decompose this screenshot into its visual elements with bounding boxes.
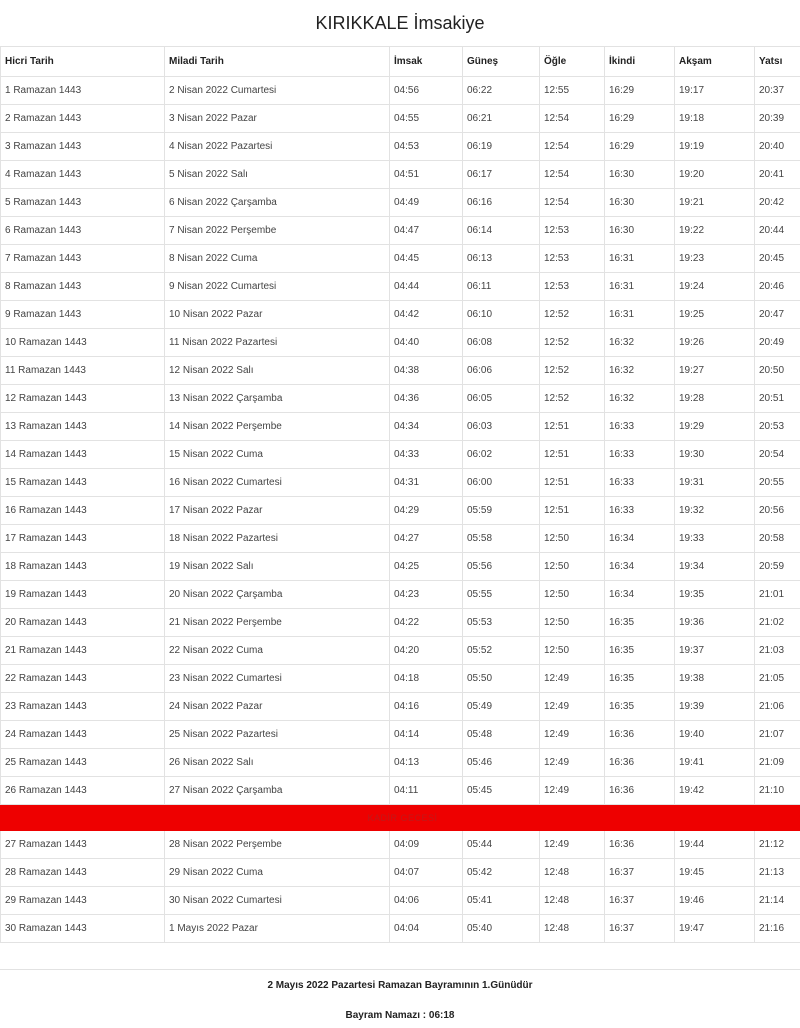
hicri-cell: 20 Ramazan 1443 — [1, 609, 165, 637]
imsak-cell: 04:42 — [390, 301, 463, 329]
imsak-cell: 04:33 — [390, 441, 463, 469]
aksam-cell: 19:35 — [675, 581, 755, 609]
table-row — [1, 693, 800, 721]
ikindi-cell: 16:37 — [605, 915, 675, 943]
table-row — [1, 665, 800, 693]
table-row — [1, 77, 800, 105]
aksam-cell: 19:34 — [675, 553, 755, 581]
miladi-cell: 20 Nisan 2022 Çarşamba — [165, 581, 390, 609]
ogle-cell: 12:49 — [540, 721, 605, 749]
miladi-cell: 18 Nisan 2022 Pazartesi — [165, 525, 390, 553]
hicri-cell: 4 Ramazan 1443 — [1, 161, 165, 189]
miladi-cell: 22 Nisan 2022 Cuma — [165, 637, 390, 665]
ikindi-cell: 16:31 — [605, 245, 675, 273]
yatsi-cell: 20:46 — [755, 273, 800, 301]
miladi-cell: 4 Nisan 2022 Pazartesi — [165, 133, 390, 161]
aksam-cell: 19:26 — [675, 329, 755, 357]
imsak-cell: 04:36 — [390, 385, 463, 413]
gunes-cell: 06:06 — [463, 357, 540, 385]
table-row — [1, 859, 800, 887]
ikindi-cell: 16:30 — [605, 189, 675, 217]
table-row — [1, 245, 800, 273]
yatsi-cell: 21:16 — [755, 915, 800, 943]
ikindi-cell: 16:32 — [605, 385, 675, 413]
imsak-cell: 04:18 — [390, 665, 463, 693]
table-row — [1, 915, 800, 943]
ogle-cell: 12:52 — [540, 329, 605, 357]
gunes-cell: 06:05 — [463, 385, 540, 413]
table-row — [1, 525, 800, 553]
table-row — [1, 273, 800, 301]
table-row — [1, 609, 800, 637]
imsak-cell: 04:20 — [390, 637, 463, 665]
imsak-cell: 04:29 — [390, 497, 463, 525]
yatsi-cell: 20:42 — [755, 189, 800, 217]
miladi-cell: 24 Nisan 2022 Pazar — [165, 693, 390, 721]
imsak-cell: 04:09 — [390, 831, 463, 859]
aksam-cell: 19:25 — [675, 301, 755, 329]
yatsi-cell: 20:49 — [755, 329, 800, 357]
yatsi-cell: 20:39 — [755, 105, 800, 133]
miladi-cell: 25 Nisan 2022 Pazartesi — [165, 721, 390, 749]
yatsi-cell: 20:54 — [755, 441, 800, 469]
hicri-cell: 30 Ramazan 1443 — [1, 915, 165, 943]
aksam-cell: 19:38 — [675, 665, 755, 693]
ikindi-cell: 16:35 — [605, 693, 675, 721]
ogle-cell: 12:51 — [540, 469, 605, 497]
column-header-hicri: Hicri Tarih — [1, 47, 165, 77]
ikindi-cell: 16:35 — [605, 665, 675, 693]
aksam-cell: 19:21 — [675, 189, 755, 217]
imsak-cell: 04:11 — [390, 777, 463, 805]
aksam-cell: 19:32 — [675, 497, 755, 525]
ogle-cell: 12:49 — [540, 749, 605, 777]
ikindi-cell: 16:36 — [605, 777, 675, 805]
gunes-cell: 05:41 — [463, 887, 540, 915]
yatsi-cell: 20:37 — [755, 77, 800, 105]
imsak-cell: 04:38 — [390, 357, 463, 385]
hicri-cell: 17 Ramazan 1443 — [1, 525, 165, 553]
hicri-cell: 5 Ramazan 1443 — [1, 189, 165, 217]
gunes-cell: 05:46 — [463, 749, 540, 777]
miladi-cell: 7 Nisan 2022 Perşembe — [165, 217, 390, 245]
page-title: KIRIKKALE İmsakiye — [315, 13, 485, 33]
imsak-cell: 04:06 — [390, 887, 463, 915]
table-row — [1, 637, 800, 665]
miladi-cell: 13 Nisan 2022 Çarşamba — [165, 385, 390, 413]
table-row — [1, 133, 800, 161]
miladi-cell: 28 Nisan 2022 Perşembe — [165, 831, 390, 859]
table-row — [1, 413, 800, 441]
aksam-cell: 19:30 — [675, 441, 755, 469]
ogle-cell: 12:48 — [540, 887, 605, 915]
hicri-cell: 9 Ramazan 1443 — [1, 301, 165, 329]
ikindi-cell: 16:34 — [605, 553, 675, 581]
imsak-cell: 04:47 — [390, 217, 463, 245]
ogle-cell: 12:50 — [540, 637, 605, 665]
yatsi-cell: 20:40 — [755, 133, 800, 161]
footer-divider — [0, 943, 800, 970]
yatsi-cell: 21:02 — [755, 609, 800, 637]
ikindi-cell: 16:29 — [605, 133, 675, 161]
ogle-cell: 12:52 — [540, 385, 605, 413]
aksam-cell: 19:23 — [675, 245, 755, 273]
imsak-cell: 04:25 — [390, 553, 463, 581]
hicri-cell: 29 Ramazan 1443 — [1, 887, 165, 915]
aksam-cell: 19:24 — [675, 273, 755, 301]
ikindi-cell: 16:35 — [605, 609, 675, 637]
imsak-cell: 04:27 — [390, 525, 463, 553]
aksam-cell: 19:33 — [675, 525, 755, 553]
kadir-section — [1, 805, 800, 831]
aksam-cell: 19:22 — [675, 217, 755, 245]
imsak-cell: 04:04 — [390, 915, 463, 943]
miladi-cell: 8 Nisan 2022 Cuma — [165, 245, 390, 273]
ogle-cell: 12:53 — [540, 273, 605, 301]
gunes-cell: 06:17 — [463, 161, 540, 189]
table-row — [1, 105, 800, 133]
hicri-cell: 6 Ramazan 1443 — [1, 217, 165, 245]
hicri-cell: 24 Ramazan 1443 — [1, 721, 165, 749]
ogle-cell: 12:51 — [540, 441, 605, 469]
hicri-cell: 23 Ramazan 1443 — [1, 693, 165, 721]
miladi-cell: 14 Nisan 2022 Perşembe — [165, 413, 390, 441]
gunes-cell: 06:19 — [463, 133, 540, 161]
yatsi-cell: 20:56 — [755, 497, 800, 525]
ogle-cell: 12:54 — [540, 105, 605, 133]
column-header-ogle: Öğle — [540, 47, 605, 77]
hicri-cell: 15 Ramazan 1443 — [1, 469, 165, 497]
gunes-cell: 06:22 — [463, 77, 540, 105]
aksam-cell: 19:29 — [675, 413, 755, 441]
column-header-miladi: Miladi Tarih — [165, 47, 390, 77]
kadir-gecesi-label: KADİR GECESİ — [1, 805, 800, 831]
table-body-before — [1, 77, 800, 805]
ogle-cell: 12:53 — [540, 245, 605, 273]
ogle-cell: 12:50 — [540, 525, 605, 553]
gunes-cell: 05:40 — [463, 915, 540, 943]
gunes-cell: 05:56 — [463, 553, 540, 581]
yatsi-cell: 20:50 — [755, 357, 800, 385]
aksam-cell: 19:44 — [675, 831, 755, 859]
ikindi-cell: 16:32 — [605, 329, 675, 357]
hicri-cell: 8 Ramazan 1443 — [1, 273, 165, 301]
gunes-cell: 05:48 — [463, 721, 540, 749]
aksam-cell: 19:37 — [675, 637, 755, 665]
miladi-cell: 29 Nisan 2022 Cuma — [165, 859, 390, 887]
column-header-imsak: İmsak — [390, 47, 463, 77]
imsak-cell: 04:44 — [390, 273, 463, 301]
gunes-cell: 05:44 — [463, 831, 540, 859]
yatsi-cell: 20:45 — [755, 245, 800, 273]
aksam-cell: 19:20 — [675, 161, 755, 189]
yatsi-cell: 21:03 — [755, 637, 800, 665]
yatsi-cell: 20:58 — [755, 525, 800, 553]
hicri-cell: 25 Ramazan 1443 — [1, 749, 165, 777]
gunes-cell: 06:08 — [463, 329, 540, 357]
hicri-cell: 16 Ramazan 1443 — [1, 497, 165, 525]
gunes-cell: 06:14 — [463, 217, 540, 245]
yatsi-cell: 21:06 — [755, 693, 800, 721]
table-row — [1, 189, 800, 217]
ikindi-cell: 16:35 — [605, 637, 675, 665]
gunes-cell: 06:02 — [463, 441, 540, 469]
ikindi-cell: 16:36 — [605, 749, 675, 777]
ogle-cell: 12:48 — [540, 915, 605, 943]
aksam-cell: 19:27 — [675, 357, 755, 385]
aksam-cell: 19:47 — [675, 915, 755, 943]
miladi-cell: 5 Nisan 2022 Salı — [165, 161, 390, 189]
aksam-cell: 19:31 — [675, 469, 755, 497]
miladi-cell: 2 Nisan 2022 Cumartesi — [165, 77, 390, 105]
imsak-cell: 04:13 — [390, 749, 463, 777]
bayram-day-note: 2 Mayıs 2022 Pazartesi Ramazan Bayramının 1.Günüdür — [267, 980, 533, 991]
aksam-cell: 19:42 — [675, 777, 755, 805]
ogle-cell: 12:50 — [540, 609, 605, 637]
miladi-cell: 30 Nisan 2022 Cumartesi — [165, 887, 390, 915]
gunes-cell: 06:00 — [463, 469, 540, 497]
gunes-cell: 05:59 — [463, 497, 540, 525]
ikindi-cell: 16:31 — [605, 273, 675, 301]
hicri-cell: 11 Ramazan 1443 — [1, 357, 165, 385]
miladi-cell: 3 Nisan 2022 Pazar — [165, 105, 390, 133]
yatsi-cell: 20:41 — [755, 161, 800, 189]
ikindi-cell: 16:33 — [605, 441, 675, 469]
hicri-cell: 27 Ramazan 1443 — [1, 831, 165, 859]
aksam-cell: 19:39 — [675, 693, 755, 721]
aksam-cell: 19:45 — [675, 859, 755, 887]
hicri-cell: 22 Ramazan 1443 — [1, 665, 165, 693]
table-body-after — [1, 831, 800, 943]
hicri-cell: 14 Ramazan 1443 — [1, 441, 165, 469]
miladi-cell: 10 Nisan 2022 Pazar — [165, 301, 390, 329]
yatsi-cell: 20:55 — [755, 469, 800, 497]
yatsi-cell: 21:12 — [755, 831, 800, 859]
ikindi-cell: 16:36 — [605, 721, 675, 749]
table-row — [1, 329, 800, 357]
gunes-cell: 06:13 — [463, 245, 540, 273]
bayram-namaz-time: Bayram Namazı : 06:18 — [345, 1010, 455, 1021]
gunes-cell: 06:11 — [463, 273, 540, 301]
miladi-cell: 23 Nisan 2022 Cumartesi — [165, 665, 390, 693]
imsakiye-table — [0, 46, 800, 943]
hicri-cell: 13 Ramazan 1443 — [1, 413, 165, 441]
hicri-cell: 21 Ramazan 1443 — [1, 637, 165, 665]
aksam-cell: 19:36 — [675, 609, 755, 637]
ikindi-cell: 16:34 — [605, 525, 675, 553]
yatsi-cell: 20:51 — [755, 385, 800, 413]
miladi-cell: 17 Nisan 2022 Pazar — [165, 497, 390, 525]
imsak-cell: 04:23 — [390, 581, 463, 609]
ikindi-cell: 16:32 — [605, 357, 675, 385]
imsak-cell: 04:45 — [390, 245, 463, 273]
table-row — [1, 301, 800, 329]
miladi-cell: 19 Nisan 2022 Salı — [165, 553, 390, 581]
miladi-cell: 21 Nisan 2022 Perşembe — [165, 609, 390, 637]
aksam-cell: 19:17 — [675, 77, 755, 105]
ogle-cell: 12:49 — [540, 693, 605, 721]
column-header-yatsi: Yatsı — [755, 47, 800, 77]
hicri-cell: 18 Ramazan 1443 — [1, 553, 165, 581]
imsak-cell: 04:53 — [390, 133, 463, 161]
hicri-cell: 19 Ramazan 1443 — [1, 581, 165, 609]
ikindi-cell: 16:29 — [605, 77, 675, 105]
column-header-ikindi: İkindi — [605, 47, 675, 77]
ogle-cell: 12:53 — [540, 217, 605, 245]
aksam-cell: 19:28 — [675, 385, 755, 413]
hicri-cell: 7 Ramazan 1443 — [1, 245, 165, 273]
gunes-cell: 05:49 — [463, 693, 540, 721]
ogle-cell: 12:55 — [540, 77, 605, 105]
miladi-cell: 9 Nisan 2022 Cumartesi — [165, 273, 390, 301]
hicri-cell: 26 Ramazan 1443 — [1, 777, 165, 805]
hicri-cell: 2 Ramazan 1443 — [1, 105, 165, 133]
table-row — [1, 469, 800, 497]
ikindi-cell: 16:37 — [605, 859, 675, 887]
miladi-cell: 12 Nisan 2022 Salı — [165, 357, 390, 385]
yatsi-cell: 21:07 — [755, 721, 800, 749]
ogle-cell: 12:54 — [540, 189, 605, 217]
ogle-cell: 12:50 — [540, 581, 605, 609]
yatsi-cell: 20:53 — [755, 413, 800, 441]
hicri-cell: 28 Ramazan 1443 — [1, 859, 165, 887]
imsak-cell: 04:34 — [390, 413, 463, 441]
gunes-cell: 05:52 — [463, 637, 540, 665]
ogle-cell: 12:49 — [540, 665, 605, 693]
miladi-cell: 26 Nisan 2022 Salı — [165, 749, 390, 777]
hicri-cell: 1 Ramazan 1443 — [1, 77, 165, 105]
imsak-cell: 04:49 — [390, 189, 463, 217]
aksam-cell: 19:19 — [675, 133, 755, 161]
kadir-gecesi-row — [1, 805, 800, 831]
imsak-cell: 04:56 — [390, 77, 463, 105]
miladi-cell: 27 Nisan 2022 Çarşamba — [165, 777, 390, 805]
ikindi-cell: 16:36 — [605, 831, 675, 859]
table-row — [1, 385, 800, 413]
table-row — [1, 357, 800, 385]
hicri-cell: 10 Ramazan 1443 — [1, 329, 165, 357]
hicri-cell: 12 Ramazan 1443 — [1, 385, 165, 413]
ogle-cell: 12:52 — [540, 301, 605, 329]
imsak-cell: 04:40 — [390, 329, 463, 357]
yatsi-cell: 20:44 — [755, 217, 800, 245]
yatsi-cell: 21:13 — [755, 859, 800, 887]
miladi-cell: 6 Nisan 2022 Çarşamba — [165, 189, 390, 217]
ikindi-cell: 16:33 — [605, 497, 675, 525]
ikindi-cell: 16:33 — [605, 469, 675, 497]
gunes-cell: 06:21 — [463, 105, 540, 133]
column-header-aksam: Akşam — [675, 47, 755, 77]
yatsi-cell: 21:01 — [755, 581, 800, 609]
table-row — [1, 721, 800, 749]
imsak-cell: 04:51 — [390, 161, 463, 189]
imsak-cell: 04:16 — [390, 693, 463, 721]
table-row — [1, 831, 800, 859]
imsak-cell: 04:14 — [390, 721, 463, 749]
table-header-row — [1, 47, 800, 77]
hicri-cell: 3 Ramazan 1443 — [1, 133, 165, 161]
table-row — [1, 749, 800, 777]
table-row — [1, 497, 800, 525]
ikindi-cell: 16:34 — [605, 581, 675, 609]
column-header-gunes: Güneş — [463, 47, 540, 77]
yatsi-cell: 21:14 — [755, 887, 800, 915]
imsak-cell: 04:22 — [390, 609, 463, 637]
ikindi-cell: 16:29 — [605, 105, 675, 133]
table-row — [1, 441, 800, 469]
imsak-cell: 04:31 — [390, 469, 463, 497]
table-row — [1, 161, 800, 189]
yatsi-cell: 21:10 — [755, 777, 800, 805]
yatsi-cell: 21:09 — [755, 749, 800, 777]
miladi-cell: 11 Nisan 2022 Pazartesi — [165, 329, 390, 357]
imsak-cell: 04:07 — [390, 859, 463, 887]
ogle-cell: 12:52 — [540, 357, 605, 385]
gunes-cell: 05:45 — [463, 777, 540, 805]
miladi-cell: 1 Mayıs 2022 Pazar — [165, 915, 390, 943]
table-row — [1, 581, 800, 609]
gunes-cell: 05:50 — [463, 665, 540, 693]
miladi-cell: 16 Nisan 2022 Cumartesi — [165, 469, 390, 497]
table-row — [1, 777, 800, 805]
imsak-cell: 04:55 — [390, 105, 463, 133]
ogle-cell: 12:51 — [540, 413, 605, 441]
ikindi-cell: 16:30 — [605, 161, 675, 189]
yatsi-cell: 20:47 — [755, 301, 800, 329]
gunes-cell: 06:16 — [463, 189, 540, 217]
ogle-cell: 12:51 — [540, 497, 605, 525]
table-row — [1, 553, 800, 581]
gunes-cell: 06:03 — [463, 413, 540, 441]
ogle-cell: 12:49 — [540, 777, 605, 805]
ogle-cell: 12:54 — [540, 133, 605, 161]
ikindi-cell: 16:30 — [605, 217, 675, 245]
aksam-cell: 19:18 — [675, 105, 755, 133]
yatsi-cell: 20:59 — [755, 553, 800, 581]
miladi-cell: 15 Nisan 2022 Cuma — [165, 441, 390, 469]
gunes-cell: 06:10 — [463, 301, 540, 329]
table-row — [1, 217, 800, 245]
aksam-cell: 19:41 — [675, 749, 755, 777]
ikindi-cell: 16:37 — [605, 887, 675, 915]
ogle-cell: 12:49 — [540, 831, 605, 859]
yatsi-cell: 21:05 — [755, 665, 800, 693]
ogle-cell: 12:48 — [540, 859, 605, 887]
ogle-cell: 12:54 — [540, 161, 605, 189]
table-row — [1, 887, 800, 915]
gunes-cell: 05:55 — [463, 581, 540, 609]
aksam-cell: 19:40 — [675, 721, 755, 749]
ogle-cell: 12:50 — [540, 553, 605, 581]
ikindi-cell: 16:31 — [605, 301, 675, 329]
ikindi-cell: 16:33 — [605, 413, 675, 441]
gunes-cell: 05:42 — [463, 859, 540, 887]
gunes-cell: 05:53 — [463, 609, 540, 637]
gunes-cell: 05:58 — [463, 525, 540, 553]
aksam-cell: 19:46 — [675, 887, 755, 915]
